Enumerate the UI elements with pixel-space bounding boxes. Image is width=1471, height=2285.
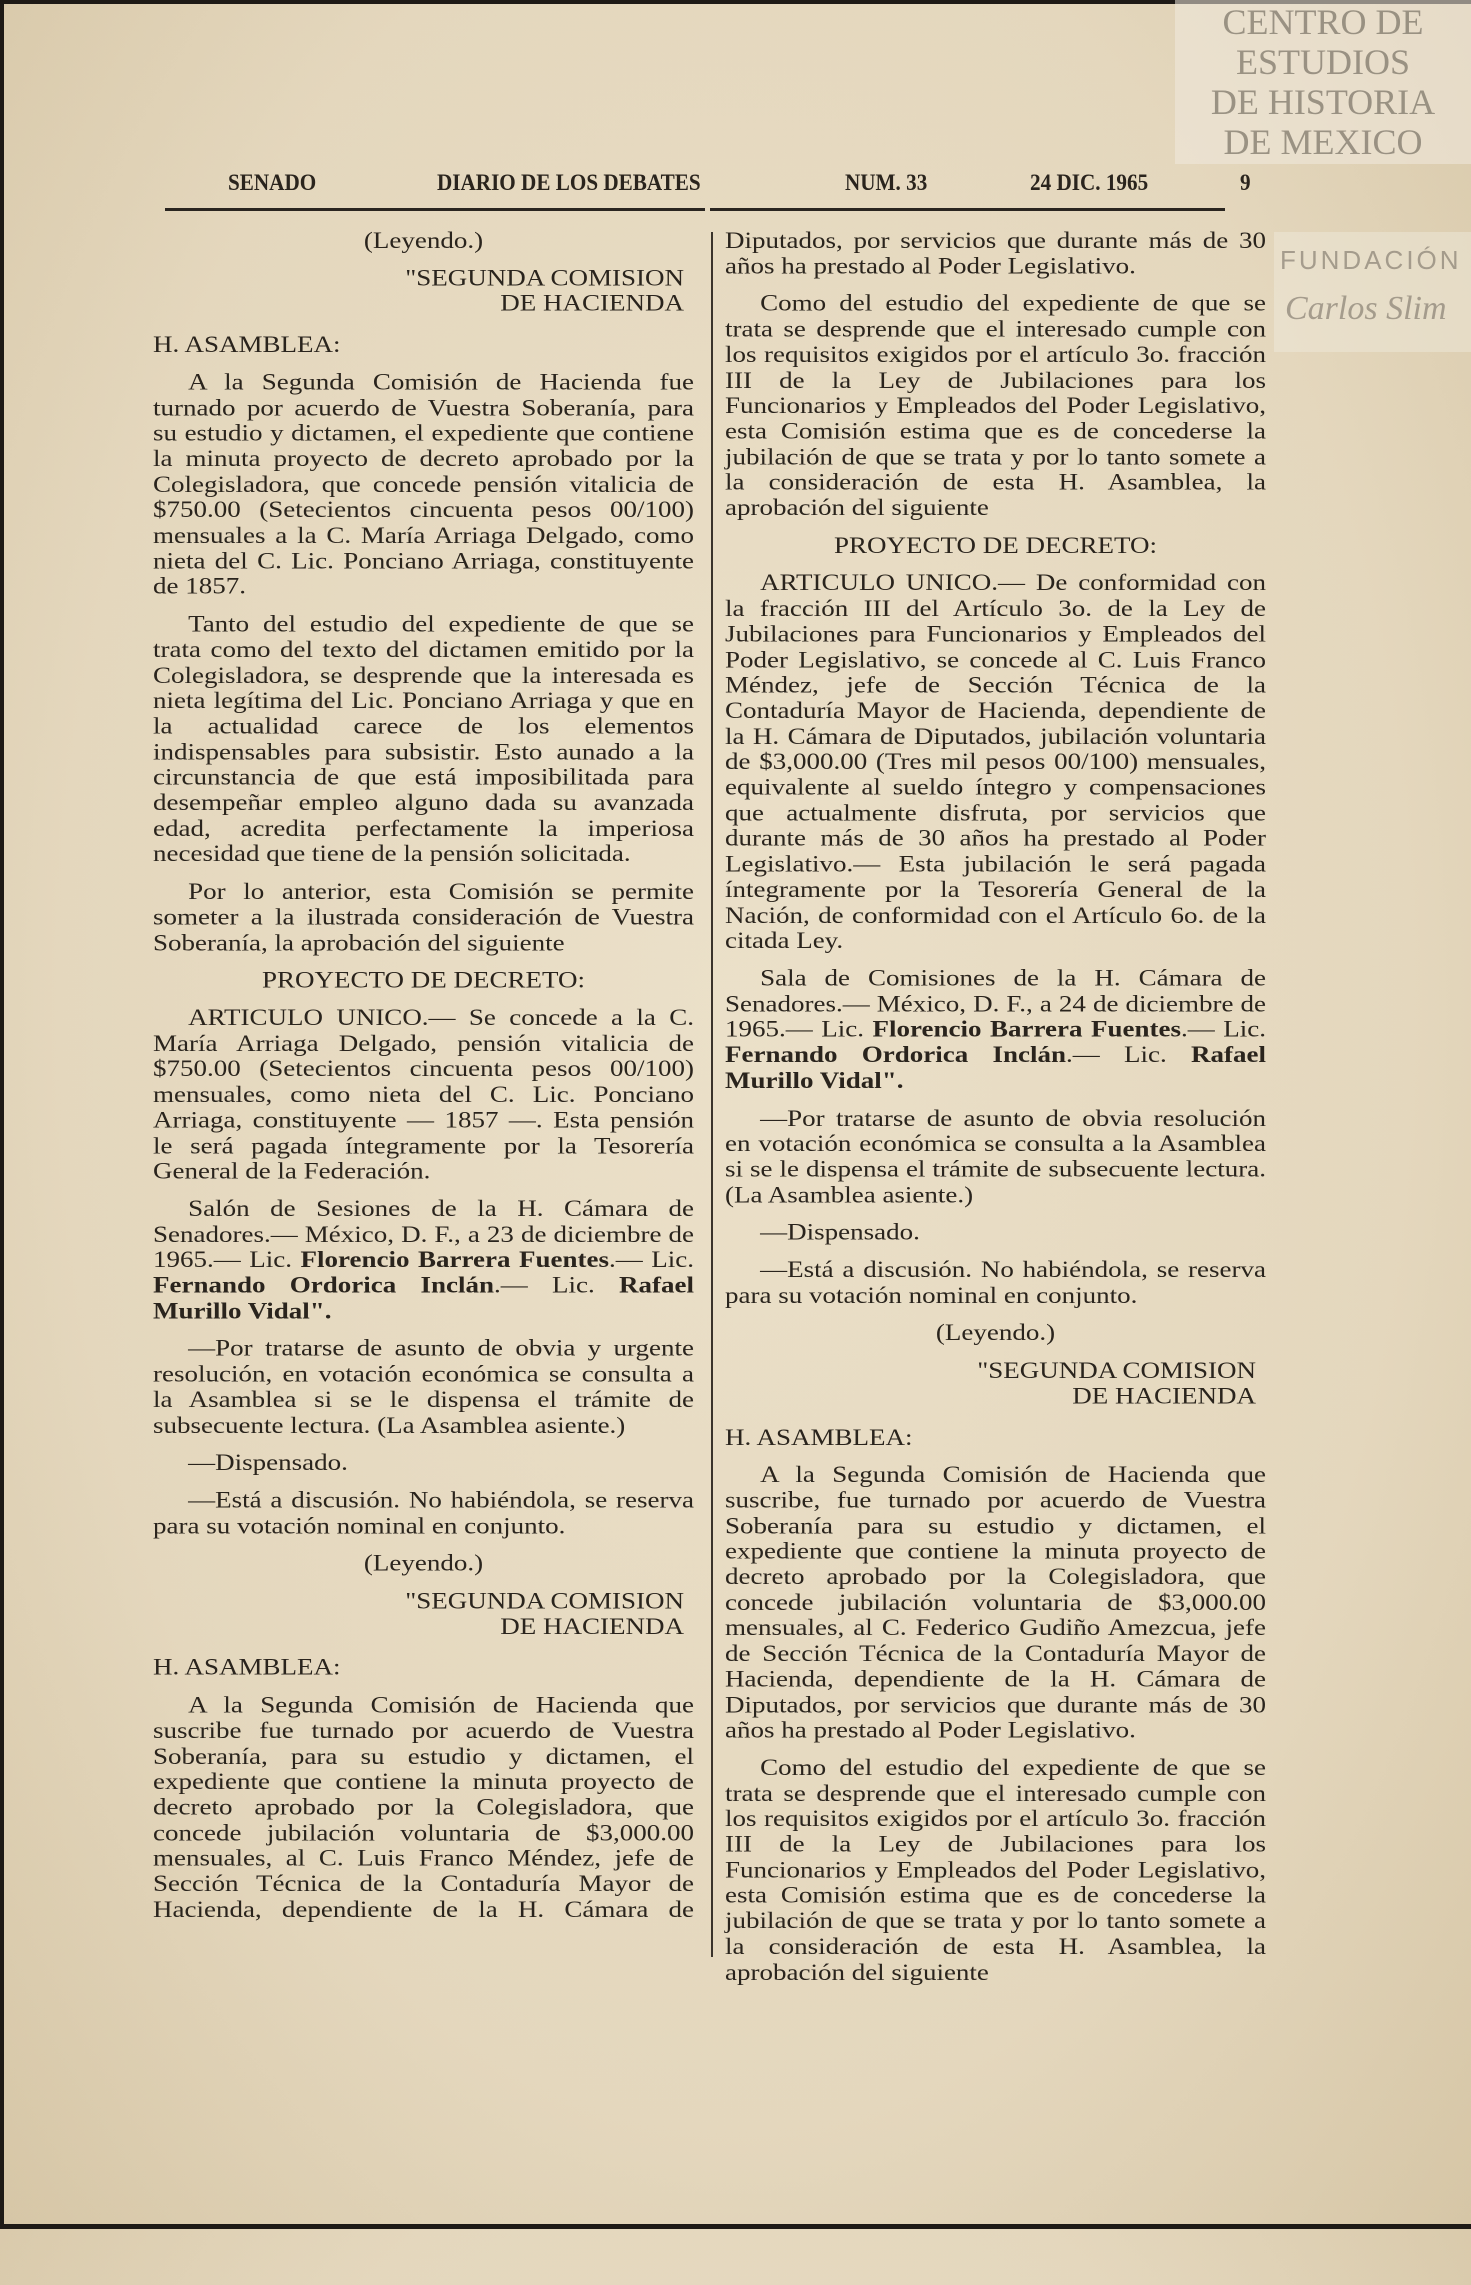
text-run: Como del estudio del expediente de que se trata se desprende que el interesado cumple con los requisitos exigidos por el artículo 3o. fracción III de la Ley de Jubilaciones para los Funcionarios y Empleados del Poder Legislativo, esta Comisión estima que es de concederse la jubilación de que se trata y por lo tanto somete a la consideración de esta H. Asamblea, la aprobación del siguiente — [725, 290, 1266, 521]
text-run: —Dispensado. — [188, 1449, 348, 1476]
paragraph — [153, 1450, 694, 1476]
salutation — [153, 1655, 694, 1681]
paragraph — [725, 1257, 1266, 1308]
header-date: 24 DIC. 1965 — [1030, 170, 1149, 195]
header-publication-title: DIARIO DE LOS DEBATES — [437, 170, 701, 195]
paragraph — [725, 1462, 1266, 1743]
text-run: ARTICULO UNICO.— Se concede a la C. María Arriaga Delgado, pensión vitalicia de $750.00 (Setecientos cincuenta pesos 00/100) mensuales, como nieta del C. Lic. Ponciano Arriaga, constituyente — 1857 —. Esta pensión le será pagada íntegramente por la Tesorería General de la Federación. — [153, 1004, 694, 1184]
paragraph — [725, 1755, 1266, 1985]
paragraph — [725, 571, 1266, 954]
watermark-line: DE HISTORIA — [1210, 82, 1436, 122]
paragraph — [725, 966, 1266, 1094]
commission-heading — [725, 1358, 1256, 1384]
page-header — [0, 170, 1471, 200]
paragraph — [725, 291, 1266, 521]
centered-heading — [153, 228, 694, 254]
signatory-name: Florencio Barrera Fuentes — [872, 1016, 1181, 1042]
watermark-foundation: FUNDACIÓN — [1280, 245, 1462, 275]
paragraph — [153, 1336, 694, 1438]
text-run: .— Lic. — [1180, 1016, 1266, 1042]
commission-heading — [725, 1384, 1256, 1410]
centered-heading — [153, 1551, 694, 1577]
text-run: DE HACIENDA — [500, 290, 684, 317]
archive-watermark-logo — [1175, 0, 1471, 164]
text-run: H. ASAMBLEA: — [153, 1654, 341, 1681]
watermark-signature: Carlos Slim — [1285, 290, 1447, 327]
text-run: PROYECTO DE DECRETO: — [833, 532, 1158, 559]
header-issue-number: NUM. 33 — [845, 170, 928, 195]
text-run: .— Lic. — [494, 1272, 620, 1298]
signatory-name: Florencio Barrera Fuentes — [300, 1246, 609, 1273]
text-run: H. ASAMBLEA: — [725, 1423, 913, 1450]
text-run: (Leyendo.) — [363, 227, 484, 253]
text-run: Como del estudio del expediente de que se trata se desprende que el interesado cumple con los requisitos exigidos por el artículo 3o. fracción III de la Ley de Jubilaciones para los Funcionarios y Empleados del Poder Legislativo, esta Comisión estima que es de concederse la jubilación de que se trata y por lo tanto somete a la consideración de esta H. Asamblea, la aprobación del siguiente — [725, 1754, 1266, 1985]
salutation — [153, 332, 694, 358]
right-column — [725, 228, 1266, 2285]
text-run: ARTICULO UNICO.— De conformidad con la fracción III del Artículo 3o. de la Ley de Jubilaciones para Funcionarios y Empleados del Poder Legislativo, se concede al C. Luis Franco Méndez, jefe de Sección Técnica de la Contaduría Mayor de Hacienda, dependiente de la H. Cámara de Diputados, jubilación voluntaria de $3,000.00 (Tres mil pesos 00/100) mensuales, equivalente al sueldo íntegro y compensaciones que actualmente disfruta, por servicios que durante más de 30 años ha prestado al Poder Legislativo.— Esta jubilación le será pagada íntegramente por la Tesorería General de la Nación, de conformidad con el Artículo 6o. de la citada Ley. — [725, 569, 1266, 954]
text-run: "SEGUNDA COMISION — [405, 264, 684, 291]
signatory-name: Rafael Murillo Vidal". — [153, 1272, 694, 1324]
header-rule-left — [165, 208, 705, 211]
centered-heading — [725, 533, 1266, 559]
header-page-number: 9 — [1240, 170, 1251, 195]
commission-heading — [153, 1589, 684, 1615]
text-run: —Está a discusión. No habiéndola, se reserva para su votación nominal en conjunto. — [153, 1486, 694, 1539]
watermark-line: DE MEXICO — [1223, 122, 1423, 162]
watermark-line: CENTRO DE — [1222, 2, 1424, 42]
scan-edge-left — [0, 0, 4, 2229]
salutation — [725, 1425, 1266, 1451]
text-run: (Leyendo.) — [935, 1319, 1056, 1346]
paragraph — [153, 612, 694, 867]
paragraph — [725, 1220, 1266, 1246]
text-run: Por lo anterior, esta Comisión se permite someter a la ilustrada consideración de Vuestra Soberanía, la aprobación del siguiente — [153, 878, 694, 956]
watermark-line: ESTUDIOS — [1235, 42, 1410, 82]
signatory-name: Fernando Ordorica Inclán — [153, 1272, 495, 1298]
paragraph — [153, 1488, 694, 1539]
text-run: .— Lic. — [1066, 1041, 1192, 1068]
signatory-name: Fernando Ordorica Inclán — [725, 1041, 1067, 1068]
text-run: Tanto del estudio del expediente de que se trata como del texto del dictamen emitido por la Colegisladora, se desprende que la interesada es nieta legítima del Lic. Ponciano Arriaga y que en la actualidad carece de los elementos indispensables para subsistir. Esto aunado a la circunstancia de que está imposibilitada para desempeñar empleo alguno dada su avanzada edad, acredita perfectamente la imperiosa necesidad que tiene de la pensión solicitada. — [153, 610, 694, 867]
text-run: —Está a discusión. No habiéndola, se reserva para su votación nominal en conjunto. — [725, 1256, 1266, 1308]
text-run: DE HACIENDA — [1072, 1382, 1256, 1409]
text-run: PROYECTO DE DECRETO: — [261, 966, 586, 993]
commission-heading — [153, 1614, 684, 1640]
header-rule-right — [710, 208, 1225, 211]
text-run: —Por tratarse de asunto de obvia resolución en votación económica se consulta a la Asamblea si se le dispensa el trámite de subsecuente lectura. (La Asamblea asiente.) — [725, 1104, 1266, 1208]
text-run: —Dispensado. — [760, 1218, 920, 1245]
signatory-name: Rafael Murillo Vidal". — [725, 1041, 1266, 1093]
text-run: (Leyendo.) — [363, 1550, 484, 1576]
paragraph — [153, 1693, 694, 1923]
text-run: DE HACIENDA — [500, 1613, 684, 1640]
text-run: Diputados, por servicios que durante más de 30 años ha prestado al Poder Legislativo. — [725, 227, 1266, 279]
text-run: Sala de Comisiones de la H. Cámara de Senadores.— México, D. F., a 24 de diciembre de 1965.— Lic. — [725, 965, 1266, 1042]
column-divider — [711, 232, 713, 1957]
paragraph — [153, 1196, 694, 1324]
paragraph — [725, 1106, 1266, 1208]
text-run: —Por tratarse de asunto de obvia y urgente resolución, en votación económica se consulta a la Asamblea si se le dispensa el trámite de subsecuente lectura. (La Asamblea asiente.) — [153, 1335, 694, 1438]
left-column — [153, 228, 694, 2212]
centered-heading — [153, 968, 694, 994]
text-run: Salón de Sesiones de la H. Cámara de Senadores.— México, D. F., a 23 de diciembre de 1965.— Lic. — [153, 1195, 694, 1273]
text-run: A la Segunda Comisión de Hacienda fue turnado por acuerdo de Vuestra Soberanía, para su estudio y dictamen, el expediente que contiene la minuta proyecto de decreto aprobado por la Colegisladora, que concede pensión vitalicia de $750.00 (Setecientos cincuenta pesos 00/100) mensuales a la C. María Arriaga Delgado, como nieta del C. Lic. Ponciano Arriaga, constituyente de 1857. — [153, 368, 694, 600]
text-run: .— Lic. — [608, 1246, 694, 1273]
paragraph — [725, 228, 1266, 279]
commission-heading — [153, 266, 684, 292]
paragraph — [153, 1005, 694, 1184]
text-run: A la Segunda Comisión de Hacienda que suscribe, fue turnado por acuerdo de Vuestra Soberanía para su estudio y dictamen, el expediente que contiene la minuta proyecto de decreto aprobado por la Colegisladora, que concede jubilación voluntaria de $3,000.00 mensuales, al C. Federico Gudiño Amezcua, jefe de Sección Técnica de la Contaduría Mayor de Hacienda, dependiente de la H. Cámara de Diputados, por servicios que durante más de 30 años ha prestado al Poder Legislativo. — [725, 1461, 1266, 1743]
text-run: H. ASAMBLEA: — [153, 331, 341, 358]
paragraph — [153, 370, 694, 600]
text-run: A la Segunda Comisión de Hacienda que suscribe fue turnado por acuerdo de Vuestra Soberanía, para su estudio y dictamen, el expediente que contiene la minuta proyecto de decreto aprobado por la Colegisladora, que concede jubilación voluntaria de $3,000.00 mensuales, al C. Luis Franco Méndez, jefe de Sección Técnica de la Contaduría Mayor de Hacienda, dependiente de la H. Cámara de — [153, 1691, 694, 1923]
header-chamber: SENADO — [228, 170, 317, 195]
commission-heading — [153, 291, 684, 317]
centered-heading — [725, 1321, 1266, 1347]
paragraph — [153, 879, 694, 956]
text-run: "SEGUNDA COMISION — [977, 1357, 1256, 1384]
text-run: "SEGUNDA COMISION — [405, 1587, 684, 1614]
